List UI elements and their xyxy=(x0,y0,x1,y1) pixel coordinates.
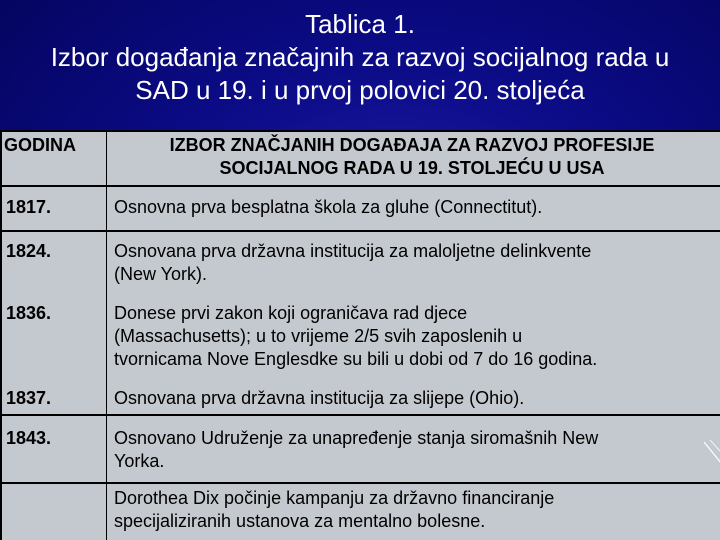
title-line-2: Izbor događanja značajnih za razvoj socijalnog rada u xyxy=(50,42,670,72)
row-divider xyxy=(0,482,720,484)
row-desc-1824 xyxy=(114,240,714,286)
desc-line: Yorka. xyxy=(114,451,165,471)
desc-line: (New York). xyxy=(114,264,208,284)
slide-title xyxy=(10,8,710,107)
events-table xyxy=(0,130,720,540)
decorative-lines xyxy=(700,440,720,480)
title-line-3: SAD u 19. i u prvoj polovici 20. stoljeća xyxy=(135,75,585,105)
row-divider xyxy=(0,414,720,416)
header-divider xyxy=(0,185,720,187)
header-year: GODINA xyxy=(4,135,76,155)
table-left-border xyxy=(0,130,2,540)
column-divider xyxy=(106,130,107,540)
row-desc-1843 xyxy=(114,427,714,473)
desc-line: (Massachusetts); u to vrijeme 2/5 svih zaposlenih u xyxy=(114,326,523,346)
row-desc-dix xyxy=(114,487,714,533)
row-year-1817: 1817. xyxy=(6,197,52,217)
desc-line: Osnovano Udruženje za unapređenje stanja siromašnih New xyxy=(114,428,599,448)
row-year-1836: 1836. xyxy=(6,303,52,323)
table-top-border xyxy=(0,130,720,132)
desc-line: Dorothea Dix počinje kampanju za državno financiranje xyxy=(114,488,555,508)
row-year-1824: 1824. xyxy=(6,241,52,261)
header-desc-line-2: SOCIJALNOG RADA U 19. STOLJEĆU U USA xyxy=(219,158,605,178)
desc-line: Osnovana prva državna institucija za maloljetne delinkvente xyxy=(114,241,592,261)
title-line-1: Tablica 1. xyxy=(305,9,415,39)
row-desc-1837 xyxy=(114,387,714,410)
row-desc-1836 xyxy=(114,302,714,371)
row-desc-1817 xyxy=(114,196,714,219)
row-year-1837: 1837. xyxy=(6,388,52,408)
header-description xyxy=(112,134,712,180)
desc-line: Osnovna prva besplatna škola za gluhe (Connectitut). xyxy=(114,197,543,217)
desc-line: specijaliziranih ustanova za mentalno bolesne. xyxy=(114,511,486,531)
row-year-1843: 1843. xyxy=(6,428,52,448)
row-divider xyxy=(0,230,720,232)
desc-line: Donese prvi zakon koji ograničava rad djece xyxy=(114,303,468,323)
desc-line: Osnovana prva državna institucija za slijepe (Ohio). xyxy=(114,388,525,408)
desc-line: tvornicama Nove Englesdke su bili u dobi od 7 do 16 godina. xyxy=(114,349,598,369)
header-desc-line-1: IZBOR ZNAČJANIH DOGAĐAJA ZA RAZVOJ PROFESIJE xyxy=(169,135,655,155)
